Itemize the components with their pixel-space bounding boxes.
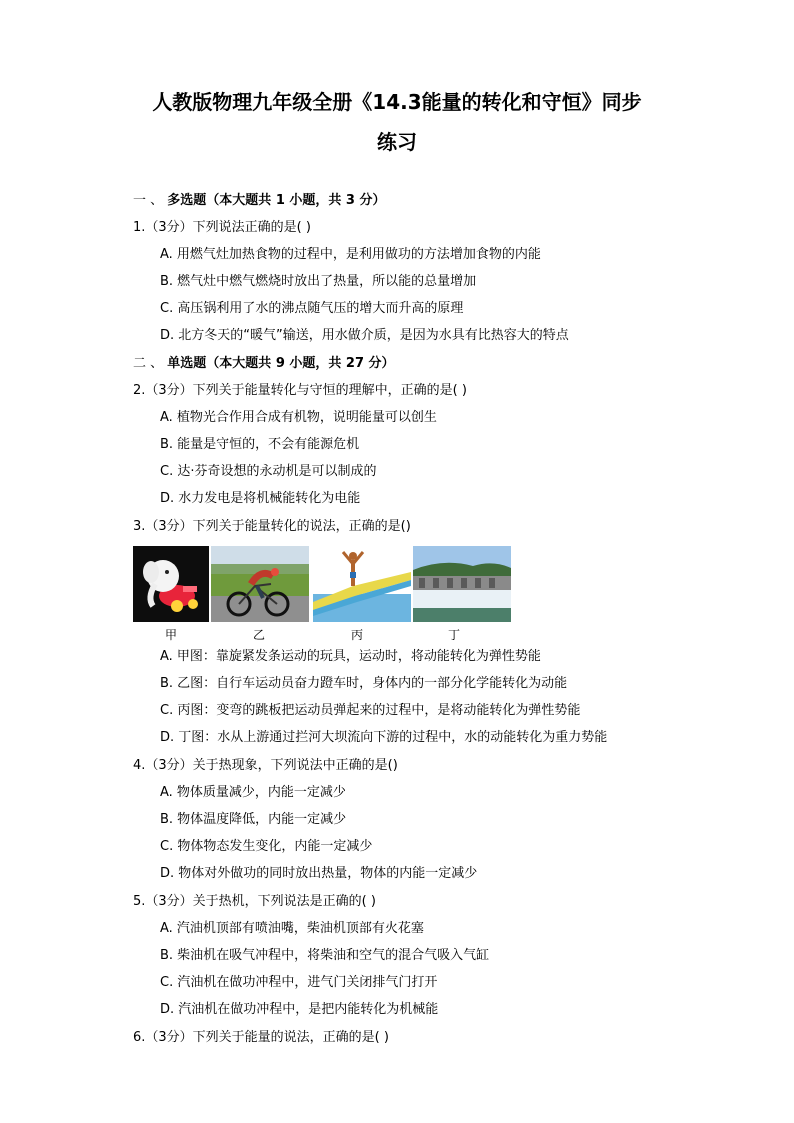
question-option: D. 北方冬天的“暖气”输送，用水做介质，是因为水具有比热容大的特点 xyxy=(160,328,569,343)
question-stem: 1.（3分）下列说法正确的是( ) xyxy=(133,220,311,235)
question-option: B. 燃气灶中燃气燃烧时放出了热量，所以能的总量增加 xyxy=(160,274,477,289)
section-detail: （本大题共 9 小题，共 27 分） xyxy=(206,356,395,371)
question-option: A. 用燃气灶加热食物的过程中，是利用做功的方法增加食物的内能 xyxy=(160,247,541,262)
question-option: C. 物体物态发生变化，内能一定减少 xyxy=(160,839,373,854)
cyclist-image xyxy=(211,546,309,622)
question-option: A. 汽油机顶部有喷油嘴，柴油机顶部有火花塞 xyxy=(160,921,424,936)
toy-elephant-image xyxy=(133,546,209,622)
question-option: B. 能量是守恒的，不会有能源危机 xyxy=(160,437,360,452)
section-prefix: 二 、 xyxy=(133,356,164,371)
page-title-line-2: 练习 xyxy=(377,130,417,154)
dam-image xyxy=(413,546,511,622)
image-caption: 乙 xyxy=(252,628,265,642)
image-captions xyxy=(133,626,513,644)
section-header-multiple-choice xyxy=(133,192,386,210)
page-title-line-1: 人教版物理九年级全册《14.3能量的转化和守恒》同步 xyxy=(152,90,642,114)
question-option: B. 柴油机在吸气冲程中，将柴油和空气的混合气吸入气缸 xyxy=(160,948,490,963)
section-detail: （本大题共 1 小题，共 3 分） xyxy=(206,193,386,208)
question-option: B. 乙图：自行车运动员奋力蹬车时，身体内的一部分化学能转化为动能 xyxy=(160,676,568,691)
question-option: D. 丁图：水从上游通过拦河大坝流向下游的过程中，水的动能转化为重力势能 xyxy=(160,730,608,745)
section-label: 多选题 xyxy=(167,193,207,208)
question-option: D. 物体对外做功的同时放出热量，物体的内能一定减少 xyxy=(160,866,478,881)
question-option: C. 汽油机在做功冲程中，进气门关闭排气门打开 xyxy=(160,975,438,990)
question-stem: 5.（3分）关于热机，下列说法是正确的( ) xyxy=(133,894,376,909)
question-stem: 3.（3分）下列关于能量转化的说法，正确的是() xyxy=(133,519,411,534)
question-option: D. 水力发电是将机械能转化为电能 xyxy=(160,491,361,506)
question-image-strip xyxy=(133,546,513,622)
image-caption: 丙 xyxy=(350,628,363,642)
question-option: A. 植物光合作用合成有机物，说明能量可以创生 xyxy=(160,410,437,425)
section-header-single-choice xyxy=(133,355,395,373)
springboard-diver-image xyxy=(313,546,411,622)
question-option: A. 甲图：靠旋紧发条运动的玩具，运动时，将动能转化为弹性势能 xyxy=(160,649,541,664)
question-option: B. 物体温度降低，内能一定减少 xyxy=(160,812,347,827)
question-option: C. 丙图：变弯的跳板把运动员弹起来的过程中，是将动能转化为弹性势能 xyxy=(160,703,581,718)
question-stem: 6.（3分）下列关于能量的说法，正确的是( ) xyxy=(133,1030,389,1045)
section-prefix: 一 、 xyxy=(133,193,164,208)
question-option: A. 物体质量减少，内能一定减少 xyxy=(160,785,346,800)
question-stem: 4.（3分）关于热现象，下列说法中正确的是() xyxy=(133,758,398,773)
question-stem: 2.（3分）下列关于能量转化与守恒的理解中，正确的是( ) xyxy=(133,383,467,398)
image-caption: 甲 xyxy=(164,628,177,642)
image-caption: 丁 xyxy=(447,628,460,642)
question-option: C. 高压锅利用了水的沸点随气压的增大而升高的原理 xyxy=(160,301,464,316)
question-option: D. 汽油机在做功冲程中，是把内能转化为机械能 xyxy=(160,1002,439,1017)
section-label: 单选题 xyxy=(167,356,207,371)
question-option: C. 达·芬奇设想的永动机是可以制成的 xyxy=(160,464,377,479)
